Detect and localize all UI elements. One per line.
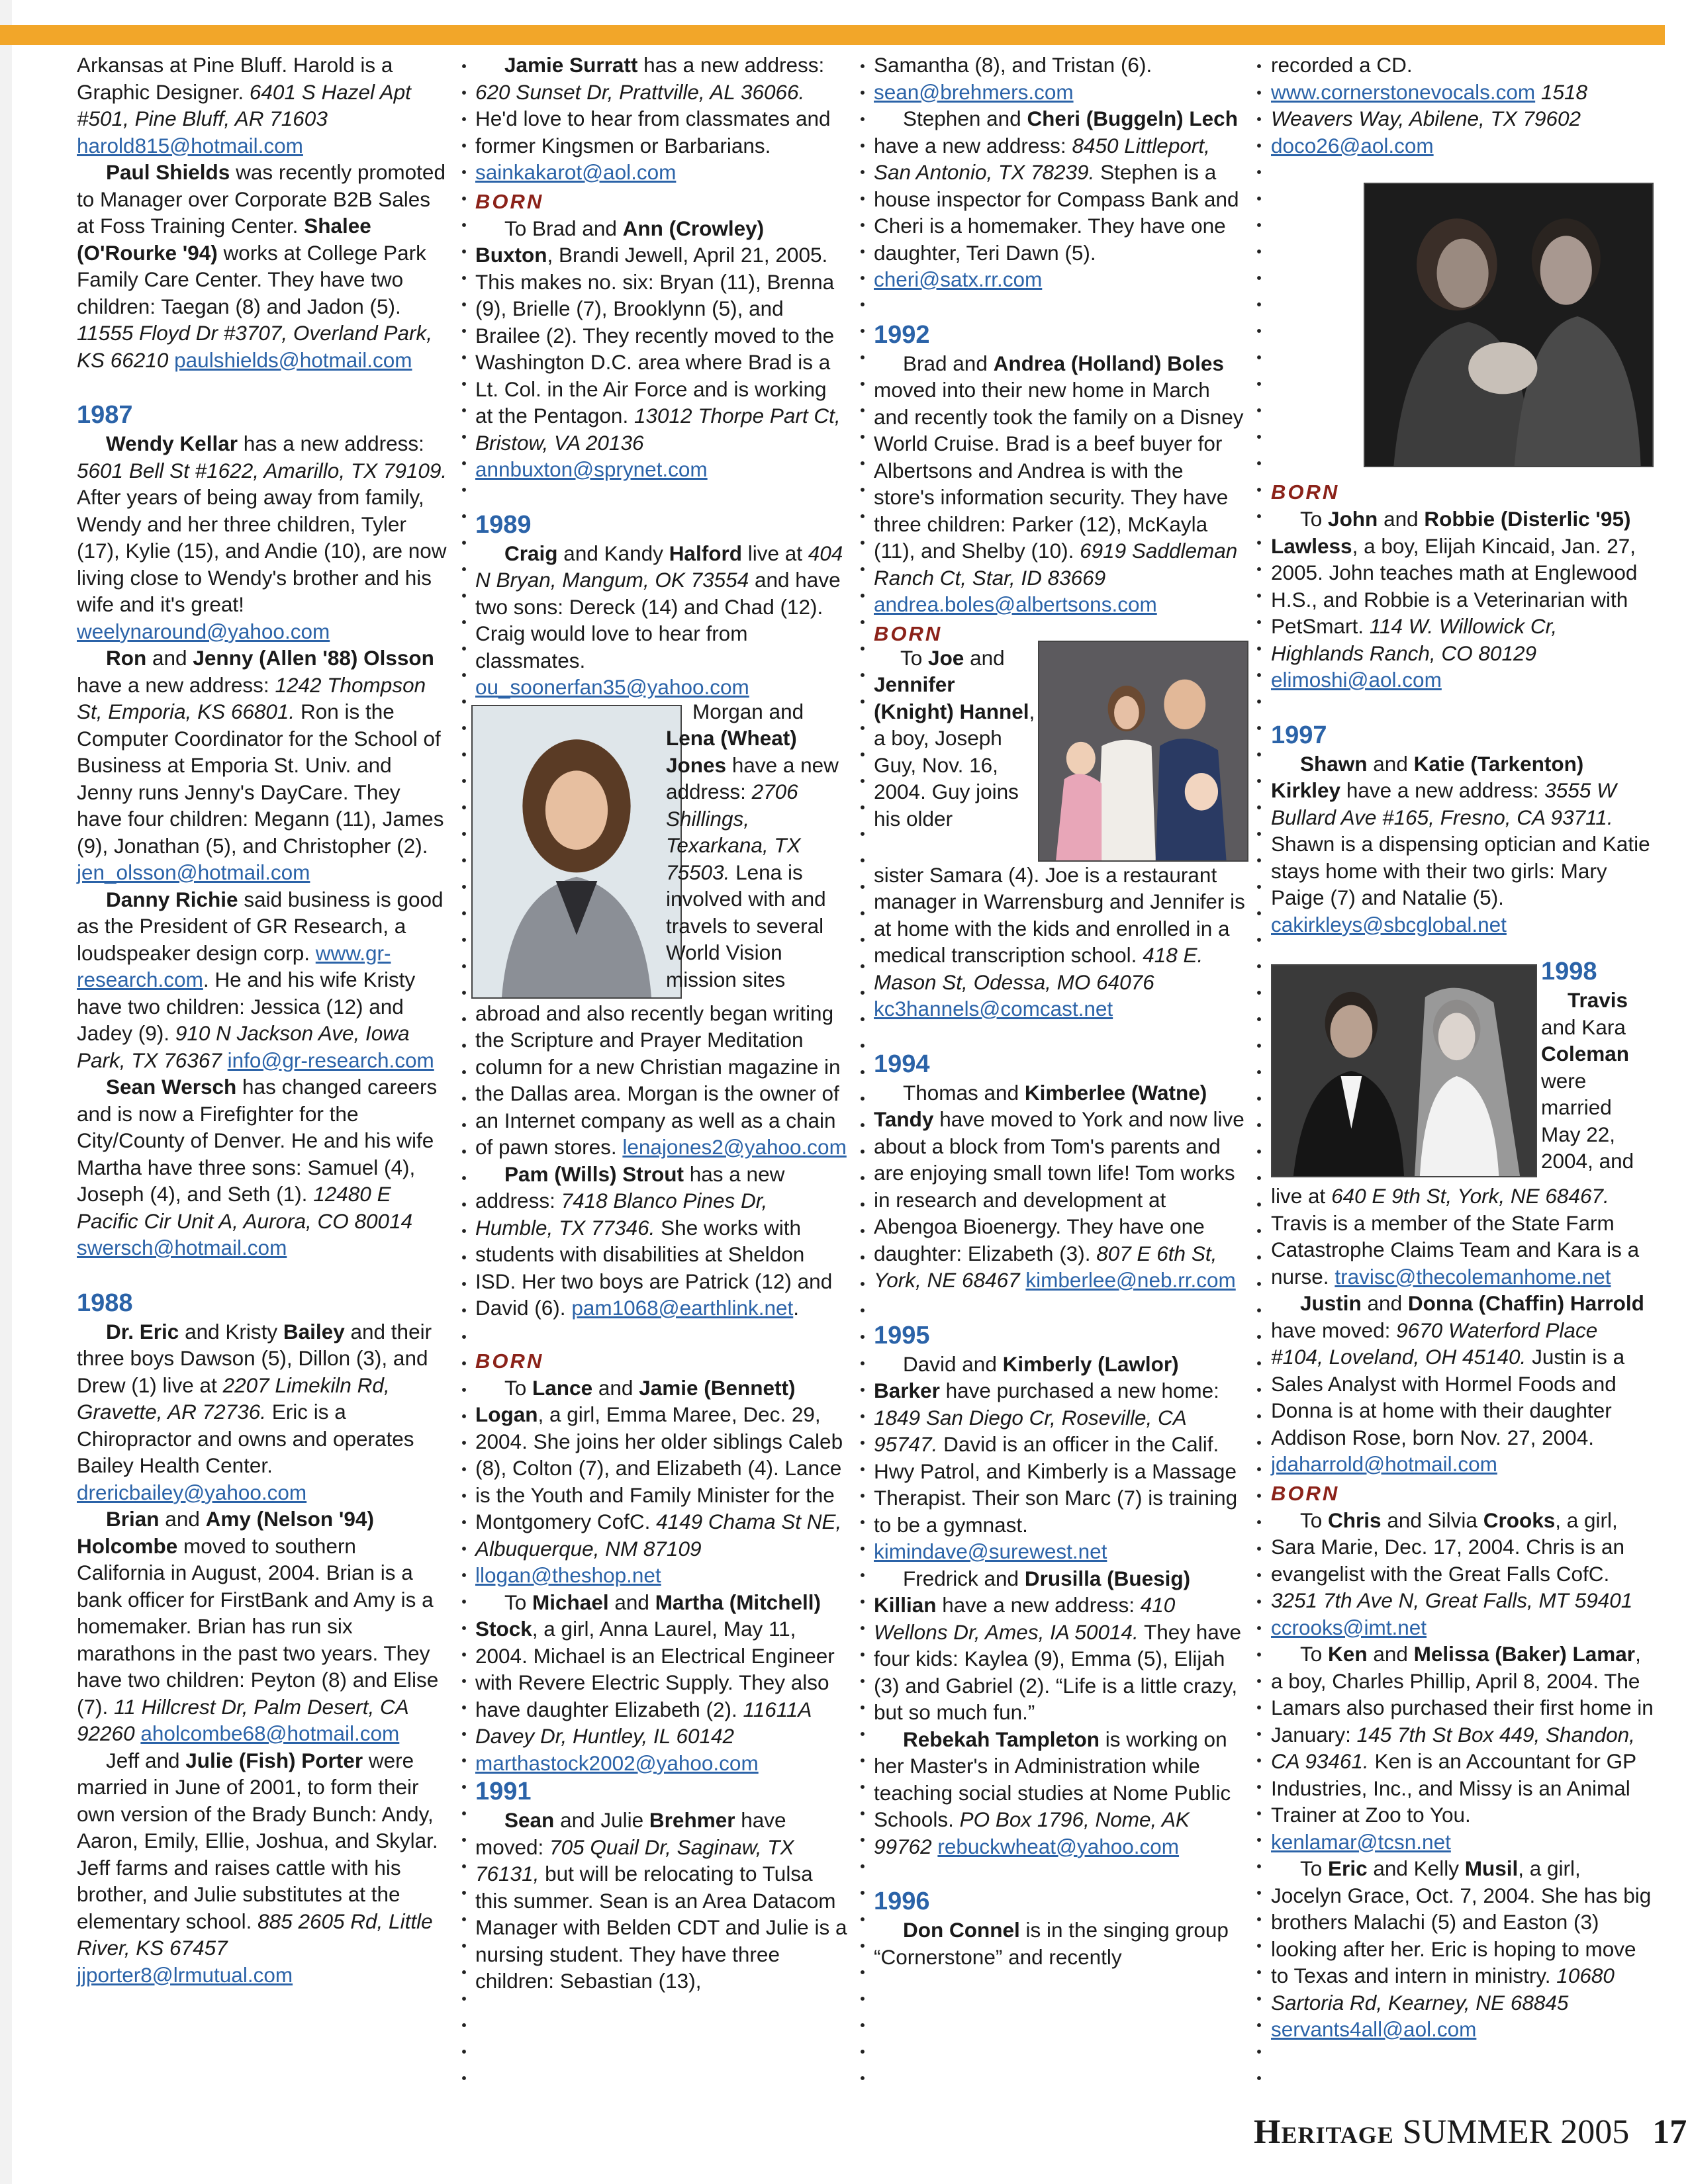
email-link[interactable]: ou_soonerfan35@yahoo.com <box>475 675 749 699</box>
email-link[interactable]: kimindave@surewest.net <box>874 1539 1107 1563</box>
wedding-photo <box>1271 964 1537 1177</box>
year-heading: 1995 <box>874 1321 930 1349</box>
year-heading: 1989 <box>475 510 532 539</box>
email-link[interactable]: marthastock2002@yahoo.com <box>475 1751 759 1775</box>
entry-harrold: Justin and Donna (Chaffin) Harrold have moved: 9670 Waterford Place #104, Loveland, OH 45140. Justin is a Sales Analyst with Hormel Foods and Donna is at home with their daughter Addison Rose, born Nov. 27, 2004. jdaharrold@hotmail.com <box>1271 1291 1644 1476</box>
column-4 <box>1271 52 1654 2043</box>
entry-kellar: Wendy Kellar has a new address: 5601 Bell St #1622, Amarillo, TX 79109. After years of being away from family, Wendy and her three children, Tyler (17), Kylie (15), and Andie (10), are now living close to Wendy's brother and his wife and it's great! weelynaround@yahoo.com <box>77 432 447 643</box>
hannel-text-beside: To Joe and Jennifer (Knight) Hannel, a boy, Joseph Guy, Nov. 16, 2004. Guy joins his older <box>874 645 1035 831</box>
entry-lech: Stephen and Cheri (Buggeln) Lech have a new address: 8450 Littleport, San Antonio, TX 78239. Stephen is a house inspector for Compass Bank and Cheri is a homemaker. They have one daughter, Teri Dawn (5). cheri@satx.rr.com <box>874 107 1239 291</box>
email-link[interactable]: servants4all@aol.com <box>1271 2017 1477 2041</box>
year-heading: 1991 <box>475 1778 532 1805</box>
email-link[interactable]: aholcombe68@hotmail.com <box>140 1721 400 1745</box>
email-link[interactable]: elimoshi@aol.com <box>1271 668 1442 692</box>
column-2 <box>475 52 847 1995</box>
entry-killian: Fredrick and Drusilla (Buesig) Killian have a new address: 410 Wellons Dr, Ames, IA 50014. They have four kids: Kaylea (9), Emma (5), Elijah (3) and Gabriel (2). “Life is a little crazy, but so much fun.” <box>874 1566 1242 1724</box>
email-link[interactable]: info@gr-research.com <box>227 1048 434 1072</box>
page-number: 17 <box>1652 2113 1687 2151</box>
entry-hannel-photo-block <box>874 647 1246 862</box>
email-link[interactable]: jdaharrold@hotmail.com <box>1271 1452 1497 1476</box>
entry-connel-cont: recorded a CD. www.cornerstonevocals.com 1518 Weavers Way, Abilene, TX 79602 doco26@aol.com <box>1271 53 1587 158</box>
entry-jones-cont: abroad and also recently began writing the Scripture and Prayer Meditation column for a new Christian magazine in the Dallas area. Morgan is the owner of an Internet company as well as a chain of pawn stores. lenajones2@yahoo.com <box>475 1001 847 1159</box>
born-heading: BORN <box>475 1349 544 1373</box>
entry-richie: Danny Richie said business is good as the President of GR Research, a loudspeaker design corp. www.gr-research.com. He and his wife Kristy have two children: Jessica (12) and Jadey (9). 910 N Jackson Ave, Iowa Park, TX 76367 info@gr-research.com <box>77 887 444 1072</box>
family-photo <box>1038 641 1248 862</box>
entry-barker: David and Kimberly (Lawlor) Barker have purchased a new home: 1849 San Diego Cr, Roseville, CA 95747. David is an officer in the Calif. Hwy Patrol, and Kimberly is a Massage Therapist. Their son Marc (7) is training to be a gymnast. kimindave@surewest.net <box>874 1351 1238 1563</box>
entry-porter: Jeff and Julie (Fish) Porter were married in June of 2001, to form their own version of the Brady Bunch: Andy, Aaron, Emily, Ellie, Joshua, and Skylar. Jeff farms and raises cattle with his brother, and Julie substitutes at the elementary school. 885 2605 Rd, Little River, KS 67457 jjporter8@lrmutual.com <box>77 1748 438 1987</box>
entry-connel: Don Connel is in the singing group “Cornerstone” and recently <box>874 1918 1229 1969</box>
parents-baby-image <box>1365 184 1652 466</box>
email-link[interactable]: kc3hannels@comcast.net <box>874 997 1113 1021</box>
portrait-photo <box>471 705 682 999</box>
year-heading: 1988 <box>77 1289 133 1317</box>
jones-text-beside: Morgan and Lena (Wheat) Jones have a new address: 2706 Shillings, Texarkana, TX 75503. Lena is involved with and travels to several World Vision mission sites <box>666 699 839 991</box>
born-heading: BORN <box>1271 480 1340 504</box>
entry-lawless: To John and Robbie (Disterlic '95) Lawless, a boy, Elijah Kincaid, Jan. 27, 2005. John teaches math at Englewood H.S., and Robbie is a Veterinarian with PetSmart. 114 W. Willowick Cr, Highlands Ranch, CO 80129 elimoshi@aol.com <box>1271 507 1638 692</box>
column-1 <box>77 52 449 1988</box>
column-divider-2 <box>860 53 865 2091</box>
web-link[interactable]: www.cornerstonevocals.com <box>1271 79 1536 104</box>
coleman-photo-block <box>1271 958 1654 1183</box>
email-link[interactable]: kimberlee@neb.rr.com <box>1025 1268 1236 1292</box>
email-link[interactable]: rebuckwheat@yahoo.com <box>937 1834 1180 1858</box>
entry-jones-photo-block <box>475 701 847 1000</box>
column-divider-1 <box>461 53 467 2091</box>
wedding-photo-image <box>1272 966 1536 1176</box>
email-link[interactable]: doco26@aol.com <box>1271 133 1434 158</box>
email-link[interactable]: swersch@hotmail.com <box>77 1236 287 1259</box>
page-footer <box>1254 2113 1687 2152</box>
email-link[interactable]: lenajones2@yahoo.com <box>622 1135 847 1159</box>
entry-coleman-cont: live at 640 E 9th St, York, NE 68467. Travis is a member of the State Farm Catastrophe Claims Team and Kara is a nurse. travisc@thecolemanhome.net <box>1271 1184 1640 1289</box>
entry-tampleton: Rebekah Tampleton is working on her Master's in Administration while teaching social studies at Nome Public Schools. PO Box 1796, Nome, AK 99762 rebuckwheat@yahoo.com <box>874 1727 1231 1858</box>
entry-strout: Pam (Wills) Strout has a new address: 7418 Blanco Pines Dr, Humble, TX 77346. She works with students with disabilities at Sheldon ISD. Her two boys are Patrick (12) and David (6). pam1068@earthlink.net. <box>475 1161 833 1320</box>
accent-bar <box>0 25 1665 45</box>
entry-lamar: To Ken and Melissa (Baker) Lamar, a boy, Charles Phillip, April 8, 2004. The Lamars also purchased their first home in January: 145 7th St Box 449, Shandon, CA 93461. Ken is an Accountant for GP Industries, Inc., and Missy is an Animal Trainer at Zoo to You. kenlamar@tcsn.net <box>1271 1642 1654 1854</box>
entry-hannel-cont: sister Samara (4). Joe is a restaurant manager in Warrensburg and Jennifer is at home with the kids and enrolled in a medical transcription school. 418 E. Mason St, Odessa, MO 64076 kc3hannels@comcast.net <box>874 862 1245 1021</box>
entry-kirkley: Shawn and Katie (Tarkenton) Kirkley have a new address: 3555 W Bullard Ave #165, Fresno, CA 93711. Shawn is a dispensing optician and Katie stays home with their two girls: Mary Paige (7) and Natalie (5). cakirkleys@sbcglobal.net <box>1271 751 1650 936</box>
email-link[interactable]: andrea.boles@albertsons.com <box>874 592 1157 616</box>
entry-tandy: Thomas and Kimberlee (Watne) Tandy have moved to York and now live about a block from Tom's parents and are enjoying small town life! Tom works in research and development at Abengoa Bioenergy. They have one daughter: Elizabeth (3). 807 E 6th St, York, NE 68467 kimberlee@neb.rr.com <box>874 1080 1244 1292</box>
year-heading: 1994 <box>874 1050 930 1078</box>
entry-wersch: Sean Wersch has changed careers and is now a Firefighter for the City/County of Denver. He and his wife Martha have three sons: Samuel (4), Joseph (4), and Seth (1). 12480 E Pacific Cir Unit A, Aurora, CO 80014 swersch@hotmail.com <box>77 1075 438 1259</box>
woman-portrait-image <box>473 706 680 997</box>
born-heading: BORN <box>1271 1481 1340 1505</box>
coleman-text-beside: 1998 Travis and Kara Coleman were married May 22, 2004, and <box>1541 956 1654 1175</box>
year-heading: 1987 <box>77 401 133 429</box>
family-photo-image <box>1039 642 1247 860</box>
web-link[interactable]: www.gr-research.com <box>77 940 391 991</box>
magazine-name: Heritage <box>1254 2113 1394 2151</box>
year-heading: 1992 <box>874 320 930 349</box>
email-link[interactable]: cakirkleys@sbcglobal.net <box>1271 912 1507 936</box>
born-heading: BORN <box>874 621 943 645</box>
email-link[interactable]: annbuxton@sprynet.com <box>475 457 708 481</box>
column-3 <box>874 52 1246 1970</box>
entry-brehmer-cont: Samantha (8), and Tristan (6). sean@brehmers.com <box>874 53 1152 104</box>
email-link[interactable]: jjporter8@lrmutual.com <box>77 1962 293 1987</box>
email-link[interactable]: sean@brehmers.com <box>874 79 1074 104</box>
column-divider-3 <box>1256 53 1262 2091</box>
entry-boles: Brad and Andrea (Holland) Boles moved into their new home in March and recently took the family on a Disney World Cruise. Brad is a beef buyer for Albertsons and Andrea is with the store's information security. They have three children: Parker (12), McKayla (11), and Shelby (10). 6919 Saddleman Ranch Ct, Star, ID 83669 andrea.boles@albertsons.com <box>874 351 1244 616</box>
entry-harold: Arkansas at Pine Bluff. Harold is a Graphic Designer. 6401 S Hazel Apt #501, Pine Bluff, AR 71603 harold815@hotmail.com <box>77 53 411 158</box>
email-link[interactable]: paulshields@hotmail.com <box>174 347 412 372</box>
email-link[interactable]: jen_olsson@hotmail.com <box>77 860 310 884</box>
entry-buxton: To Brad and Ann (Crowley) Buxton, Brandi Jewell, April 21, 2005. This makes no. six: Bryan (11), Brenna (9), Brielle (7), Brooklynn (5), and Brailee (2). They recently moved to the Washington D.C. area where Brad is a Lt. Col. in the Air Force and is working at the Pentagon. 13012 Thorpe Part Ct, Bristow, VA 20136 annbuxton@sprynet.com <box>475 216 841 481</box>
entry-halford: Craig and Kandy Halford live at 404 N Bryan, Mangum, OK 73554 and have two sons: Dereck (14) and Chad (12). Craig would love to hear from classmates. ou_soonerfan35@yahoo.com <box>475 541 843 699</box>
scan-edge <box>0 0 12 2184</box>
parents-baby-photo <box>1364 183 1654 467</box>
email-link[interactable]: drericbailey@yahoo.com <box>77 1480 307 1504</box>
email-link[interactable]: pam1068@earthlink.net <box>571 1296 794 1320</box>
lawless-photo-block <box>1271 159 1654 477</box>
entry-bailey: Dr. Eric and Kristy Bailey and their three boys Dawson (5), Dillon (3), and Drew (1) live at 2207 Limekiln Rd, Gravette, AR 72736. Eric is a Chiropractor and owns and operates Bailey Health Center. drericbailey@yahoo.com <box>77 1319 432 1504</box>
year-heading: 1996 <box>874 1888 930 1915</box>
entry-holcombe: Brian and Amy (Nelson '94) Holcombe moved to southern California in August, 2004. Brian is a bank officer for FirstBank and Amy is a homemaker. Brian has run six marathons in the past two years. They have two children: Peyton (8) and Elise (7). 11 Hillcrest Dr, Palm Desert, CA 92260 aholcombe68@hotmail.com <box>77 1507 439 1745</box>
email-link[interactable]: harold815@hotmail.com <box>77 133 303 158</box>
entry-shields: Paul Shields was recently promoted to Manager over Corporate B2B Sales at Foss Training Center. Shalee (O'Rourke '94) works at College Park Family Care Center. They have two children: Taegan (8) and Jadon (5). 11555 Floyd Dr #3707, Overland Park, KS 66210 paulshields@hotmail.com <box>77 160 445 372</box>
entry-crooks: To Chris and Silvia Crooks, a girl, Sara Marie, Dec. 17, 2004. Chris is an evangelist with the Great Falls CofC. 3251 7th Ave N, Great Falls, MT 59401 ccrooks@imt.net <box>1271 1508 1633 1639</box>
entry-stock: To Michael and Martha (Mitchell) Stock, a girl, Anna Laurel, May 11, 2004. Michael is an Electrical Engineer with Revere Electric Supply. They also have daughter Elizabeth (2). 11611A Davey Dr, Huntley, IL 60142 marthastock2002@yahoo.com <box>475 1590 835 1775</box>
email-link[interactable]: sainkakarot@aol.com <box>475 160 677 184</box>
issue-label: SUMMER 2005 <box>1402 2113 1630 2151</box>
email-link[interactable]: weelynaround@yahoo.com <box>77 619 330 643</box>
year-heading: 1997 <box>1271 721 1327 749</box>
email-link[interactable]: cheri@satx.rr.com <box>874 267 1043 291</box>
born-heading: BORN <box>475 189 544 213</box>
year-heading: 1998 <box>1541 958 1597 985</box>
entry-musil: To Eric and Kelly Musil, a girl, Jocelyn Grace, Oct. 7, 2004. She has big brothers Malachi (5) and Easton (3) looking after her. Eric is hoping to move to Texas and intern in ministry. 10680 Sartoria Rd, Kearney, NE 68845 servants4all@aol.com <box>1271 1856 1652 2041</box>
email-link[interactable]: ccrooks@imt.net <box>1271 1615 1427 1639</box>
entry-olsson: Ron and Jenny (Allen '88) Olsson have a new address: 1242 Thompson St, Emporia, KS 66801. Ron is the Computer Coordinator for the School of Business at Emporia St. Univ. and Jenny runs Jenny's DayCare. They have four children: Megann (11), James (9), Jonathan (5), and Christopher (2). jen_olsson@hotmail.com <box>77 646 444 884</box>
entry-surratt: Jamie Surratt has a new address: 620 Sunset Dr, Prattville, AL 36066. He'd love to hear from classmates and former Kingsmen or Barbarians. sainkakarot@aol.com <box>475 53 831 184</box>
email-link[interactable]: llogan@theshop.net <box>475 1563 661 1587</box>
email-link[interactable]: travisc@thecolemanhome.net <box>1335 1264 1611 1289</box>
email-link[interactable]: kenlamar@tcsn.net <box>1271 1829 1451 1854</box>
entry-brehmer: Sean and Julie Brehmer have moved: 705 Quail Dr, Saginaw, TX 76131, but will be relocating to Tulsa this summer. Sean is an Area Datacom Manager with Belden CDT and Julie is a nursing student. They have three children: Sebastian (13), <box>475 1808 847 1993</box>
entry-logan: To Lance and Jamie (Bennett) Logan, a girl, Emma Maree, Dec. 29, 2004. She joins her older siblings Caleb (8), Colton (7), and Elizabeth (4). Lance is the Youth and Family Minister for the Montgomery CofC. 4149 Chama St NE, Albuquerque, NM 87109 llogan@theshop.net <box>475 1375 843 1587</box>
